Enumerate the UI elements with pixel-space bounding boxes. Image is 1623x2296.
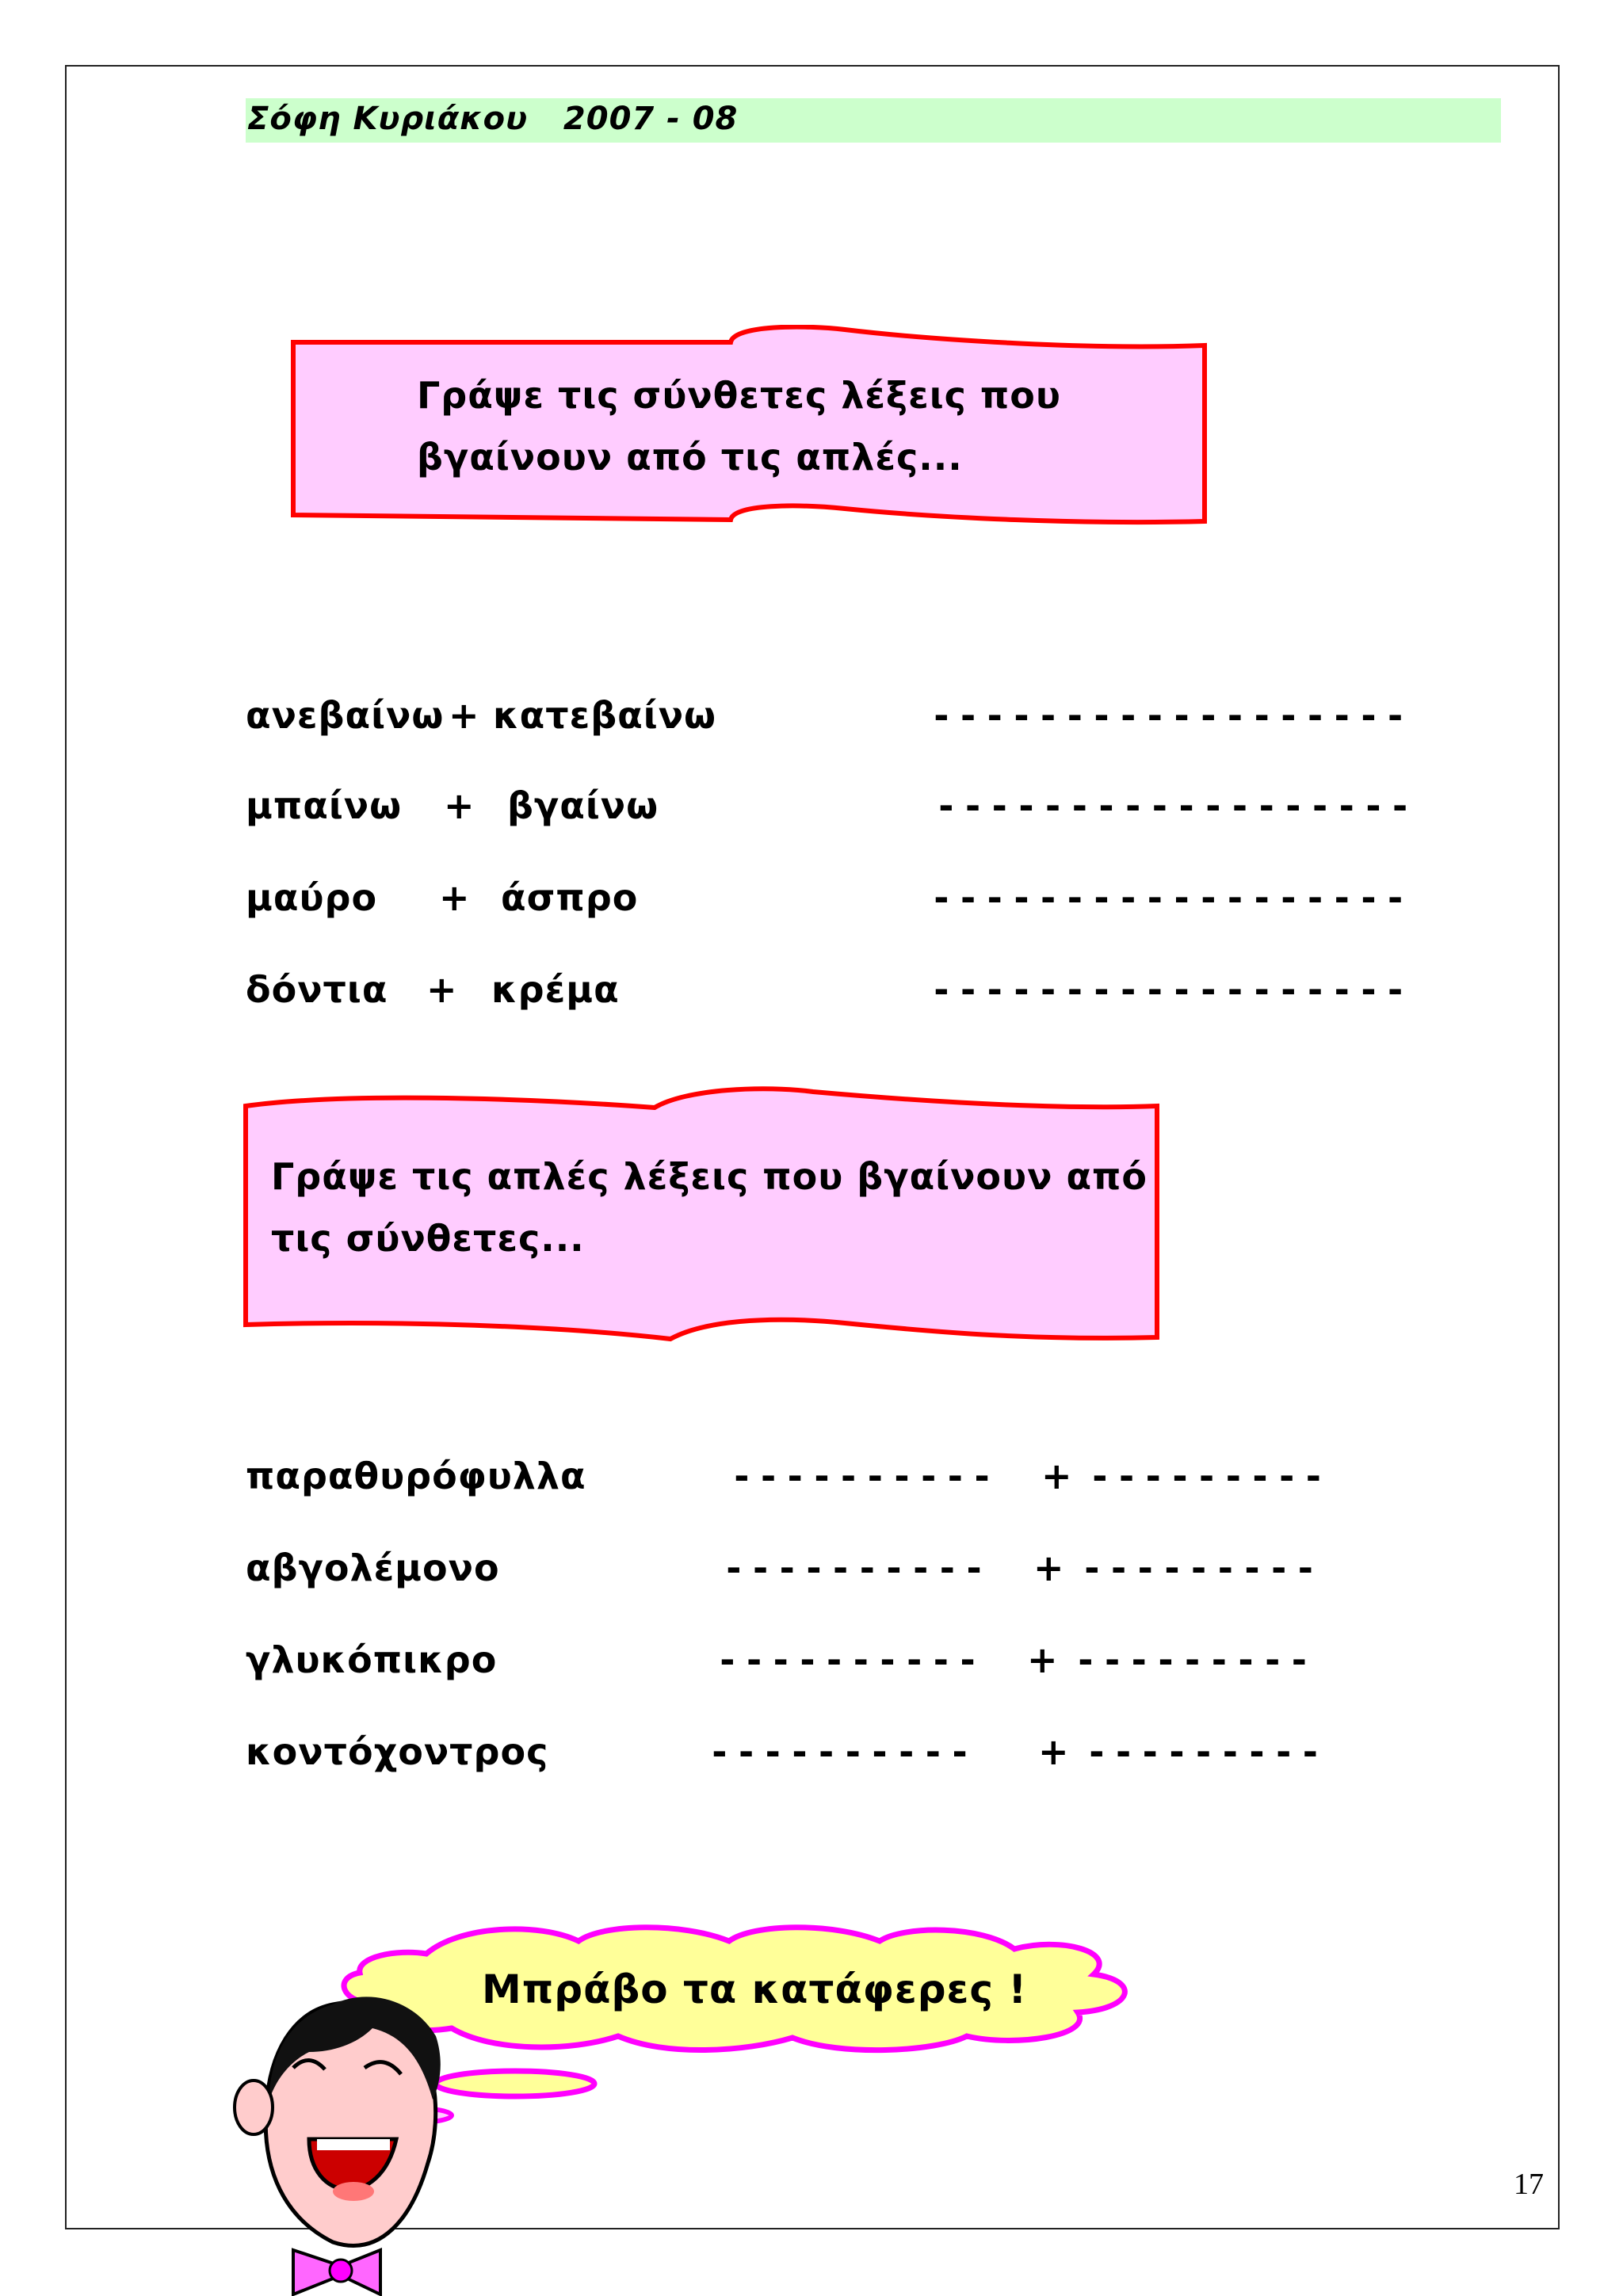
laughing-man-icon: [214, 1981, 515, 2296]
instruction-line: τις σύνθετες...: [271, 1217, 585, 1260]
answer-blank-right[interactable]: ---------: [1089, 1455, 1330, 1497]
answer-blank[interactable]: ------------------: [930, 968, 1411, 1011]
plus-sign: +: [1041, 1455, 1072, 1497]
answer-blank-left[interactable]: ----------: [731, 1455, 998, 1497]
word-left: μαύρο: [246, 876, 378, 919]
word-right: κρέμα: [491, 968, 620, 1011]
answer-blank-left[interactable]: ----------: [708, 1730, 976, 1773]
answer-blank[interactable]: ------------------: [930, 876, 1411, 919]
compound-word: γλυκόπικρο: [246, 1638, 498, 1681]
plus-sign: +: [439, 876, 470, 919]
word-left: ανεβαίνω: [246, 694, 445, 737]
plus-sign: +: [444, 784, 475, 827]
answer-blank[interactable]: ------------------: [935, 784, 1416, 827]
answer-blank-right[interactable]: ---------: [1086, 1730, 1327, 1773]
answer-blank[interactable]: ------------------: [930, 694, 1411, 737]
word-left: δόντια: [246, 968, 388, 1011]
banner-text-compose: [417, 364, 1061, 488]
answer-blank-right[interactable]: ---------: [1075, 1638, 1316, 1681]
instruction-banner-split: [242, 1085, 1162, 1347]
word-right: βγαίνω: [507, 784, 659, 827]
header-line: [247, 101, 738, 137]
word-right: άσπρο: [501, 876, 639, 919]
compound-word: κοντόχοντρος: [246, 1730, 549, 1773]
answer-blank-left[interactable]: ----------: [723, 1547, 990, 1589]
word-left: μπαίνω: [246, 784, 403, 827]
plus-sign: +: [1027, 1638, 1058, 1681]
instruction-line: Γράψε τις απλές λέξεις που βγαίνουν από: [271, 1155, 1148, 1198]
author-name: Σόφη Κυριάκου: [247, 101, 529, 137]
praise-text: Μπράβο τα κατάφερες !: [482, 1966, 1028, 2012]
plus-sign: +: [426, 968, 457, 1011]
plus-sign: +: [1033, 1547, 1064, 1589]
plus-sign: +: [449, 694, 479, 737]
compound-word: παραθυρόφυλλα: [246, 1455, 586, 1497]
compound-word: αβγολέμονο: [246, 1547, 500, 1589]
answer-blank-left[interactable]: ----------: [716, 1638, 983, 1681]
banner-text-split: [271, 1146, 1148, 1269]
instruction-line: Γράψε τις σύνθετες λέξεις που: [417, 374, 1061, 417]
instruction-line: βγαίνουν από τις απλές...: [417, 436, 963, 479]
word-right: κατεβαίνω: [493, 694, 717, 737]
plus-sign: +: [1038, 1730, 1069, 1773]
instruction-banner-compose: [290, 325, 1209, 532]
answer-blank-right[interactable]: ---------: [1081, 1547, 1322, 1589]
page-number: 17: [1514, 2168, 1544, 2201]
school-year: 2007 - 08: [563, 101, 739, 137]
